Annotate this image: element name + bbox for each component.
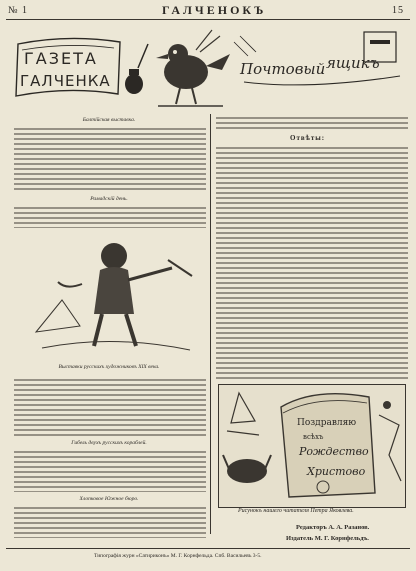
header-rule (6, 19, 410, 20)
section-heading-baltic-exhibition: Балтійская выставка. (82, 117, 136, 123)
section-heading-art-exhibition: Выставки русскихъ художниковъ XIX века. (58, 364, 160, 370)
section-heading-last: Хлопковое Южное бюро. (79, 496, 139, 502)
printer-line: Типографія журн «Сатириконъ» М. Г. Корнфельда. Спб. Васильевъ 3-5. (94, 553, 262, 559)
illustration-caption: Рисунокъ нашего читателя Петра Яковлева. (238, 508, 354, 514)
svg-text:ГАЗЕТА: ГАЗЕТА (24, 49, 98, 68)
svg-text:ГАЛЧЕНКА: ГАЛЧЕНКА (20, 72, 111, 90)
gazeta-galchenka-banner (16, 38, 148, 96)
article-text-block (216, 114, 408, 132)
svg-text:Рождество: Рождество (299, 445, 369, 458)
pochtovyi-yashchik-lettering (234, 32, 400, 85)
jackdaw-drawing (156, 30, 230, 106)
section-heading-ships: Гибель двухъ русскихъ кораблей. (71, 440, 147, 446)
svg-text:ящикъ: ящикъ (326, 54, 380, 72)
column-divider (210, 114, 211, 534)
article-text-block (14, 448, 206, 492)
issue-number: № 1 (8, 5, 29, 16)
masthead-artwork (8, 24, 408, 112)
svg-text:Поздравляю: Поздравляю (297, 418, 357, 428)
christmas-greeting-drawing (219, 385, 405, 507)
journal-title: ГАЛЧЕНОКЪ (162, 3, 267, 17)
article-text-block (14, 504, 206, 538)
answers-text-block (216, 144, 408, 380)
left-illustration (22, 230, 202, 360)
svg-text:Почтовый: Почтовый (240, 60, 326, 78)
article-text-block (14, 376, 206, 436)
article-text-block (14, 125, 206, 191)
article-text-block (14, 204, 206, 228)
footer-rule (6, 548, 410, 549)
section-heading-second: Рамадскій день. (90, 196, 128, 202)
answers-heading: Отвѣты: (290, 134, 326, 142)
svg-text:Христово: Христово (307, 465, 366, 478)
page-number: 15 (392, 5, 404, 16)
reader-drawing-frame (218, 384, 406, 508)
svg-text:всѣхъ: всѣхъ (303, 433, 324, 441)
editor-credit: Редакторъ А. А. Разанов. (296, 524, 370, 531)
publisher-credit: Издатель М. Г. Корнфельдъ. (286, 535, 369, 542)
